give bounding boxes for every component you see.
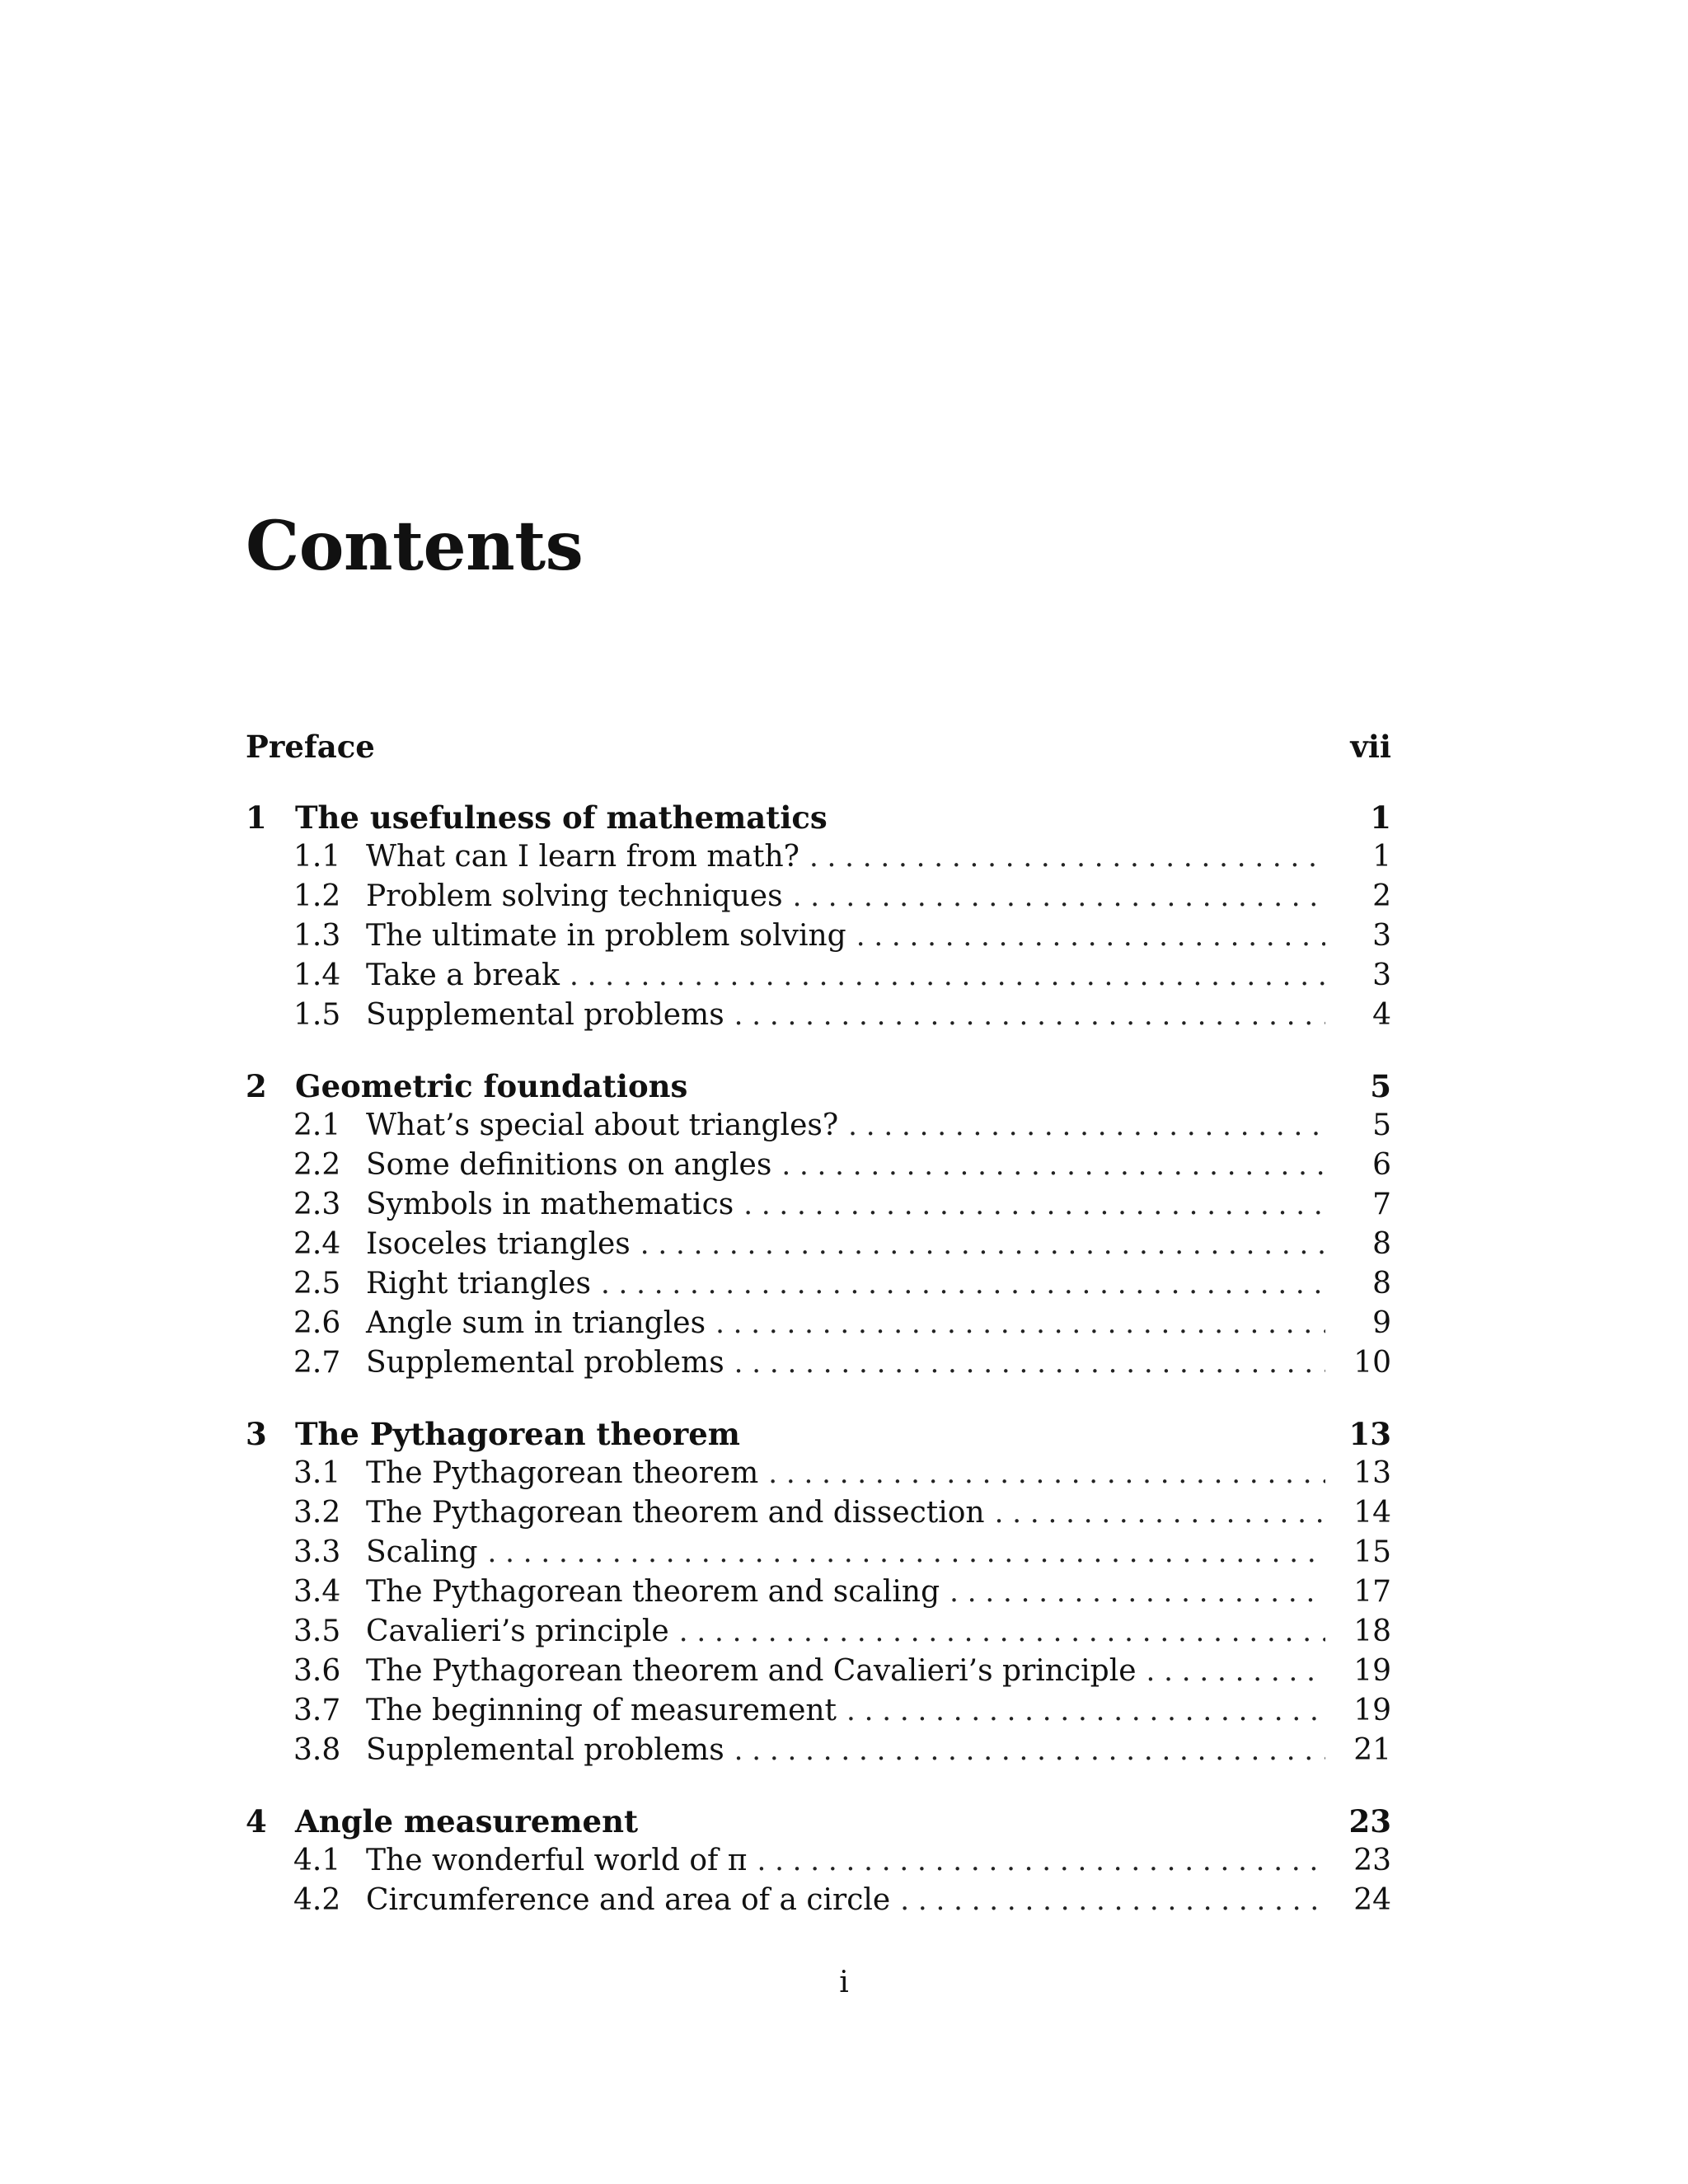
toc-section-page: 9: [1372, 1306, 1391, 1340]
toc-section-title: Symbols in mathematics: [366, 1188, 734, 1221]
toc-dot-leader: [856, 916, 1325, 956]
toc-section-title: Angle sum in triangles: [366, 1306, 706, 1340]
toc-section-page: 7: [1372, 1188, 1391, 1221]
toc-section-title: The ultimate in problem solving: [366, 919, 846, 953]
toc-section-number: 3.7: [293, 1694, 341, 1727]
toc-section-title: Supplemental problems: [366, 1346, 724, 1380]
toc-chapter-title: Geometric foundations: [295, 1068, 688, 1104]
toc-dot-leader: [679, 1612, 1325, 1652]
toc-section-entry[interactable]: [246, 1106, 1391, 1146]
toc-chapter-title: Angle measurement: [295, 1803, 639, 1840]
toc-section-entry[interactable]: [246, 1731, 1391, 1770]
toc-section-number: 1.2: [293, 879, 341, 913]
toc-section-title: The Pythagorean theorem: [366, 1456, 759, 1490]
toc-section-number: 3.2: [293, 1496, 341, 1530]
toc-dot-leader: [734, 1343, 1325, 1383]
toc-dot-leader: [809, 837, 1325, 877]
toc-section-page: 18: [1353, 1615, 1391, 1648]
toc-section-number: 3.4: [293, 1575, 341, 1609]
toc-section-page: 2: [1372, 879, 1391, 913]
toc-section-page: 19: [1353, 1694, 1391, 1727]
toc-dot-leader: [1146, 1652, 1325, 1691]
toc-section-entry[interactable]: [246, 1533, 1391, 1572]
toc-dot-leader: [734, 996, 1325, 1035]
toc-section-title: Take a break: [366, 958, 560, 992]
toc-dot-leader: [846, 1691, 1325, 1731]
toc-chapter-number: 1: [246, 799, 267, 836]
toc-section-title: Isoceles triangles: [366, 1227, 631, 1261]
toc-section-number: 2.5: [293, 1267, 341, 1301]
toc-section-page: 4: [1372, 998, 1391, 1032]
toc-section-number: 3.6: [293, 1654, 341, 1688]
toc-section-entry[interactable]: [246, 996, 1391, 1035]
toc-section-entry[interactable]: [246, 1612, 1391, 1652]
toc-preface-page: vii: [1350, 729, 1391, 765]
toc-section-title: The Pythagorean theorem and scaling: [366, 1575, 940, 1609]
toc-chapter-page: 13: [1348, 1416, 1391, 1452]
toc-dot-leader: [950, 1572, 1325, 1612]
toc-section-page: 3: [1372, 958, 1391, 992]
toc-dot-leader: [743, 1185, 1325, 1225]
toc-chapter-number: 3: [246, 1416, 267, 1452]
toc-section-title: The Pythagorean theorem and dissection: [366, 1496, 985, 1530]
toc-section-entry[interactable]: [246, 877, 1391, 916]
toc-section-entry[interactable]: [246, 1225, 1391, 1264]
toc-section-title: Supplemental problems: [366, 998, 724, 1032]
toc-chapter-page: 1: [1370, 799, 1391, 836]
toc-dot-leader: [757, 1841, 1325, 1881]
toc-section-number: 1.5: [293, 998, 341, 1032]
toc-dot-leader: [601, 1264, 1325, 1304]
toc-section-page: 5: [1372, 1108, 1391, 1142]
toc-section-page: 21: [1353, 1733, 1391, 1767]
toc-dot-leader: [640, 1225, 1325, 1264]
toc-section-page: 17: [1353, 1575, 1391, 1609]
toc-section-title: What’s special about triangles?: [366, 1108, 839, 1142]
toc-section-page: 1: [1372, 840, 1391, 874]
toc-section-entry[interactable]: [246, 1146, 1391, 1185]
toc-chapter-number: 2: [246, 1068, 267, 1104]
toc-section-number: 4.2: [293, 1883, 341, 1917]
toc-chapter-entry[interactable]: [246, 798, 1391, 837]
toc-preface-label: Preface: [246, 729, 375, 765]
toc-chapter-number: 4: [246, 1803, 267, 1840]
toc-dot-leader: [793, 877, 1325, 916]
toc-chapter-page: 5: [1370, 1068, 1391, 1104]
toc-section-entry[interactable]: [246, 916, 1391, 956]
page-title: Contents: [246, 507, 584, 586]
toc-section-number: 3.5: [293, 1615, 341, 1648]
toc-section-page: 14: [1353, 1496, 1391, 1530]
toc-section-entry[interactable]: [246, 1691, 1391, 1731]
toc-section-title: Scaling: [366, 1535, 478, 1569]
toc-section-title: Some definitions on angles: [366, 1148, 772, 1182]
toc-chapter-title: The usefulness of mathematics: [295, 799, 828, 836]
toc-dot-leader: [848, 1106, 1325, 1146]
toc-section-page: 6: [1372, 1148, 1391, 1182]
toc-section-entry[interactable]: [246, 1343, 1391, 1383]
toc-section-entry[interactable]: [246, 1454, 1391, 1493]
toc-section-entry[interactable]: [246, 1264, 1391, 1304]
toc-section-title: Right triangles: [366, 1267, 591, 1301]
toc-section-page: 15: [1353, 1535, 1391, 1569]
toc-dot-leader: [995, 1493, 1325, 1533]
toc-section-entry[interactable]: [246, 1881, 1391, 1920]
toc-section-page: 23: [1353, 1844, 1391, 1877]
toc-dot-leader: [734, 1731, 1325, 1770]
toc-section-title: Circumference and area of a circle: [366, 1883, 891, 1917]
toc-section-page: 19: [1353, 1654, 1391, 1688]
toc-section-number: 2.2: [293, 1148, 341, 1182]
toc-section-number: 4.1: [293, 1844, 341, 1877]
toc-section-number: 2.7: [293, 1346, 341, 1380]
toc-section-title: What can I learn from math?: [366, 840, 799, 874]
toc-dot-leader: [715, 1304, 1325, 1343]
toc-section-title: The beginning of measurement: [366, 1694, 837, 1727]
toc-chapter-entry[interactable]: [246, 1414, 1391, 1454]
toc-section-entry[interactable]: [246, 1493, 1391, 1533]
toc-dot-leader: [488, 1533, 1325, 1572]
toc-section-page: 24: [1353, 1883, 1391, 1917]
toc-section-number: 3.1: [293, 1456, 341, 1490]
toc-dot-leader: [570, 956, 1325, 996]
toc-dot-leader: [900, 1881, 1325, 1920]
toc-section-number: 2.1: [293, 1108, 341, 1142]
toc-section-entry[interactable]: [246, 956, 1391, 996]
table-of-contents: [246, 727, 1391, 1920]
toc-section-entry[interactable]: [246, 1185, 1391, 1225]
toc-chapter-page: 23: [1348, 1803, 1391, 1840]
toc-section-number: 2.4: [293, 1227, 341, 1261]
toc-chapter-entry[interactable]: [246, 1802, 1391, 1841]
toc-section-number: 1.4: [293, 958, 341, 992]
toc-section-number: 2.3: [293, 1188, 341, 1221]
toc-section-entry[interactable]: [246, 1304, 1391, 1343]
page-footer-number: i: [839, 1966, 849, 1999]
toc-section-entry[interactable]: [246, 1652, 1391, 1691]
toc-section-number: 3.8: [293, 1733, 341, 1767]
toc-section-title: Supplemental problems: [366, 1733, 724, 1767]
toc-section-number: 1.3: [293, 919, 341, 953]
toc-section-page: 8: [1372, 1227, 1391, 1261]
toc-section-number: 2.6: [293, 1306, 341, 1340]
toc-chapter-title: The Pythagorean theorem: [295, 1416, 740, 1452]
toc-section-number: 1.1: [293, 840, 341, 874]
toc-section-number: 3.3: [293, 1535, 341, 1569]
toc-dot-leader: [768, 1454, 1325, 1493]
toc-section-page: 8: [1372, 1267, 1391, 1301]
toc-dot-leader: [781, 1146, 1325, 1185]
toc-preface-entry[interactable]: [246, 727, 1391, 766]
toc-section-title: The wonderful world of π: [366, 1844, 748, 1877]
toc-section-page: 13: [1353, 1456, 1391, 1490]
toc-section-title: The Pythagorean theorem and Cavalieri’s principle: [366, 1654, 1137, 1688]
toc-section-page: 10: [1353, 1346, 1391, 1380]
toc-section-entry[interactable]: [246, 1572, 1391, 1612]
toc-chapter-entry[interactable]: [246, 1066, 1391, 1106]
toc-section-title: Cavalieri’s principle: [366, 1615, 669, 1648]
toc-section-entry[interactable]: [246, 1841, 1391, 1881]
toc-section-title: Problem solving techniques: [366, 879, 783, 913]
toc-section-page: 3: [1372, 919, 1391, 953]
toc-section-entry[interactable]: [246, 837, 1391, 877]
